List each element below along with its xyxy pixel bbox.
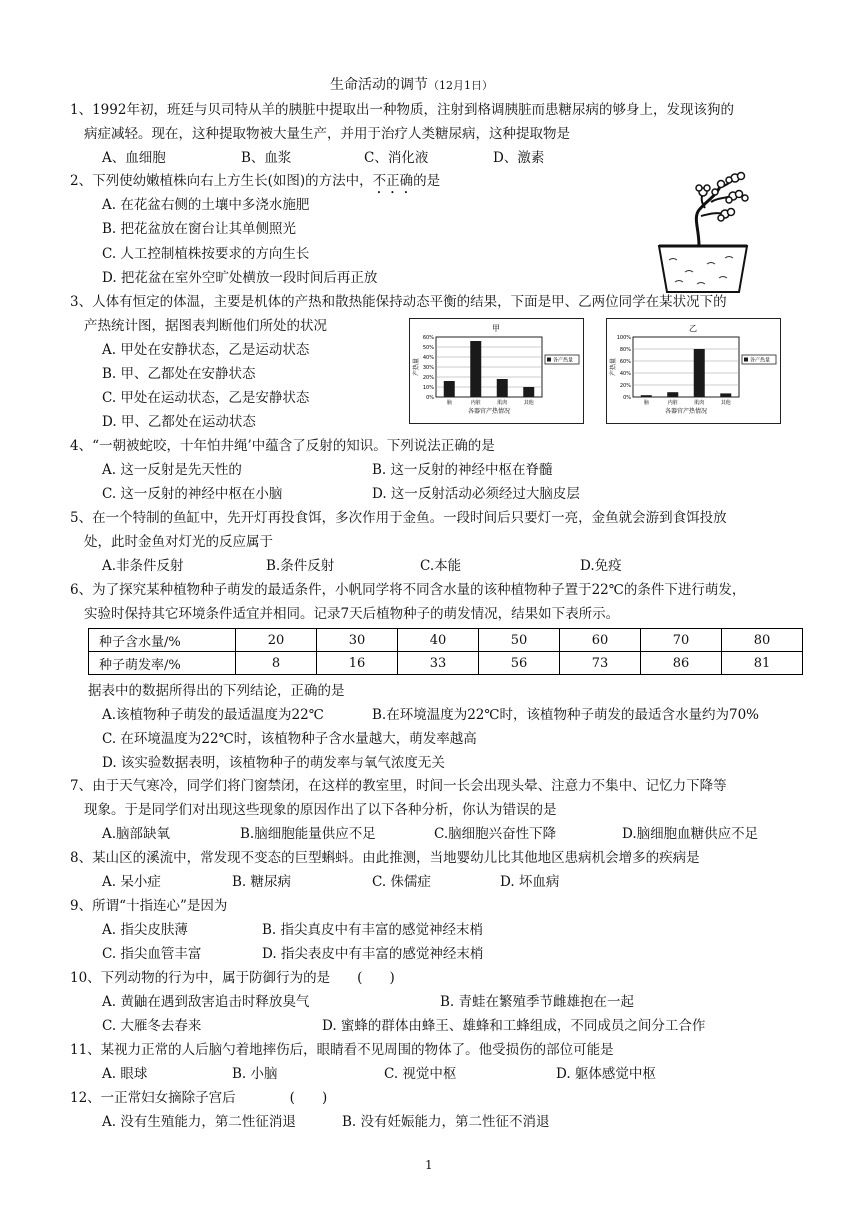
x-tick-label: 脑 — [446, 400, 452, 406]
q1-option-a: A、血细胞 — [102, 150, 166, 166]
q9-stem: 9、所谓“十指连心”是因为 — [70, 898, 228, 914]
chart-jia — [409, 318, 584, 424]
table-row — [89, 629, 803, 652]
y-tick-label: 40% — [422, 355, 434, 361]
q3-option-c: C. 甲处在运动状态，乙是安静状态 — [102, 390, 310, 406]
q6-option-d: D. 该实验数据表明，该植物种子的萌发率与氧气浓度无关 — [102, 755, 445, 771]
x-axis-label: 各器官产热情况 — [467, 408, 511, 415]
q4-option-d: D. 这一反射活动必须经过大脑皮层 — [372, 486, 580, 502]
x-axis-label: 各器官产热情况 — [664, 408, 708, 415]
q4-option-a: A. 这一反射是先天性的 — [102, 462, 242, 478]
q7-option-c: C.脑细胞兴奋性下降 — [434, 826, 557, 842]
x-tick-label: 内脏 — [667, 400, 678, 406]
table-cell: 30 — [317, 629, 398, 652]
x-tick-label: 内脏 — [470, 400, 481, 406]
y-tick-label: 60% — [619, 359, 631, 365]
q5-stem-2: 处，此时金鱼对灯光的反应属于 — [84, 534, 273, 550]
q2-option-a: A. 在花盆右侧的土壤中多浇水施肥 — [102, 197, 310, 213]
legend-label: 各产热量 — [750, 357, 771, 364]
q8-option-a: A. 呆小症 — [102, 874, 161, 890]
table-cell: 80 — [722, 629, 803, 652]
q2-option-c: C. 人工控制植株按要求的方向生长 — [102, 246, 310, 262]
q7-stem-1: 7、由于天气寒冷，同学们将门窗禁闭，在这样的教室里，时间一长会出现头晕、注意力不集中、记忆力下降等 — [70, 778, 727, 794]
q7-stem-2: 现象。于是同学们对出现这些现象的原因作出了以下各种分析，你认为错误的是 — [84, 802, 557, 818]
y-tick-label: 50% — [422, 345, 434, 351]
q7-option-a: A.脑部缺氧 — [102, 826, 171, 842]
q4-option-b: B. 这一反射的神经中枢在脊髓 — [372, 462, 553, 478]
q8-option-b: B. 糖尿病 — [232, 874, 292, 890]
x-tick-label: 肌肉 — [497, 400, 508, 406]
q8-option-c: C. 侏儒症 — [372, 874, 431, 890]
q2-stem — [70, 172, 440, 197]
table-cell: 40 — [398, 629, 479, 652]
title-date: （12月1日） — [428, 79, 493, 92]
bar — [497, 379, 508, 397]
q2-stem-emph: 不正确 — [372, 173, 414, 189]
q10-stem: 10、下列动物的行为中，属于防御行为的是 ( ) — [70, 970, 395, 986]
table-cell: 16 — [317, 652, 398, 675]
x-tick-label: 肌肉 — [694, 400, 705, 406]
y-tick-label: 20% — [619, 383, 631, 389]
bar — [641, 395, 652, 397]
table-cell: 20 — [236, 629, 317, 652]
q2-option-d: D. 把花盆在室外空旷处横放一段时间后再正放 — [102, 270, 378, 286]
q6-option-c: C. 在环境温度为22℃时，该植物种子含水量越大，萌发率越高 — [102, 731, 477, 747]
q10-option-a: A. 黄鼬在遇到敌害追击时释放臭气 — [102, 994, 310, 1010]
q4-stem: 4、“一朝被蛇咬，十年怕井绳’中蕴含了反射的知识。下列说法正确的是 — [70, 438, 495, 454]
q8-option-d: D. 坏血病 — [500, 874, 560, 890]
q6-after: 据表中的数据所得出的下列结论，正确的是 — [88, 683, 345, 699]
table-cell: 86 — [641, 652, 722, 675]
bar — [667, 392, 678, 397]
table-row-label: 种子含水量/% — [89, 629, 236, 652]
q7-option-b: B.脑细胞能量供应不足 — [240, 826, 376, 842]
chart-title: 甲 — [492, 324, 500, 333]
q5-option-c: C.本能 — [420, 558, 462, 574]
q1-stem-2: 病症减轻。现在，这种提取物被大量生产，并用于治疗人类糖尿病，这种提取物是 — [84, 126, 570, 142]
table-cell: 56 — [479, 652, 560, 675]
q3-option-d: D. 甲、乙都处在运动状态 — [102, 414, 256, 430]
q6-option-a: A.该植物种子萌发的最适温度为22℃ — [102, 707, 324, 723]
q10-option-d: D. 蜜蜂的群体由蜂王、雄蜂和工蜂组成，不同成员之间分工合作 — [322, 1018, 706, 1034]
q12-option-a: A. 没有生殖能力，第二性征消退 — [102, 1114, 296, 1130]
bar — [720, 393, 731, 397]
q1-option-d: D、激素 — [493, 150, 545, 166]
bar — [694, 349, 705, 397]
q9-option-d: D. 指尖表皮中有丰富的感觉神经末梢 — [262, 946, 484, 962]
bar — [444, 381, 455, 397]
q2-stem-pre: 2、下列使幼嫩植株向右上方生长(如图)的方法中， — [70, 173, 373, 189]
y-tick-label: 60% — [422, 335, 434, 341]
q10-option-c: C. 大雁冬去春来 — [102, 1018, 202, 1034]
chart-yi — [606, 318, 781, 424]
y-tick-label: 0% — [426, 395, 434, 401]
bar — [470, 341, 481, 397]
title-text: 生命活动的调节 — [330, 77, 428, 93]
q9-option-b: B. 指尖真皮中有丰富的感觉神经末梢 — [262, 922, 484, 938]
table-row-label: 种子萌发率/% — [89, 652, 236, 675]
table-cell: 8 — [236, 652, 317, 675]
q6-stem-2: 实验时保持其它环境条件适宜并相同。记录7天后植物种子的萌发情况，结果如下表所示。 — [84, 606, 620, 622]
q12-stem: 12、一正常妇女摘除子宫后 ( ) — [70, 1090, 328, 1106]
legend-label: 各产热量 — [553, 357, 574, 364]
page-title — [330, 76, 493, 95]
table-cell: 60 — [560, 629, 641, 652]
y-tick-label: 10% — [422, 385, 434, 391]
legend-swatch — [744, 358, 748, 362]
table-row — [89, 652, 803, 675]
y-tick-label: 20% — [422, 375, 434, 381]
y-tick-label: 80% — [619, 347, 631, 353]
x-tick-label: 脑 — [643, 400, 649, 406]
y-tick-label: 30% — [422, 365, 434, 371]
legend-swatch — [547, 358, 551, 362]
q5-option-b: B.条件反射 — [266, 558, 335, 574]
table-cell: 50 — [479, 629, 560, 652]
q3-stem-2: 产热统计图，据图表判断他们所处的状况 — [84, 318, 327, 334]
q9-option-a: A. 指尖皮肤薄 — [102, 922, 188, 938]
x-tick-label: 其他 — [720, 400, 731, 406]
q12-option-b: B. 没有妊娠能力，第二性征不消退 — [342, 1114, 550, 1130]
q5-option-d: D.免疫 — [580, 558, 622, 574]
y-tick-label: 40% — [619, 371, 631, 377]
plot-frame — [633, 337, 739, 397]
q2-option-b: B. 把花盆放在窗台让其单侧照光 — [102, 221, 297, 237]
q2-stem-post: 的是 — [413, 173, 441, 189]
chart-yi-svg — [607, 319, 780, 423]
q1-option-c: C、消化液 — [364, 150, 429, 166]
bar — [523, 387, 534, 397]
table-cell: 81 — [722, 652, 803, 675]
q11-option-a: A. 眼球 — [102, 1066, 148, 1082]
q10-option-b: B. 青蛙在繁殖季节雌雄抱在一起 — [440, 994, 635, 1010]
q11-option-d: D. 躯体感觉中枢 — [556, 1066, 656, 1082]
q6-table — [88, 628, 803, 675]
potted-plant-illustration — [645, 168, 765, 298]
table-cell: 33 — [398, 652, 479, 675]
q4-option-c: C. 这一反射的神经中枢在小脑 — [102, 486, 283, 502]
q8-stem: 8、某山区的溪流中，常发现不变态的巨型蝌蚪。由此推测，当地婴幼儿比其他地区患病机会增多的疾病是 — [70, 850, 700, 866]
q6-stem-1: 6、为了探究某种植物种子萌发的最适条件，小帆同学将不同含水量的该种植物种子置于22℃的条件下进行萌发， — [70, 582, 746, 598]
table-cell: 73 — [560, 652, 641, 675]
q11-option-b: B. 小脑 — [232, 1066, 278, 1082]
q1-option-b: B、血浆 — [241, 150, 292, 166]
q3-option-b: B. 甲、乙都处在安静状态 — [102, 366, 256, 382]
q5-stem-1: 5、在一个特制的鱼缸中，先开灯再投食饵，多次作用于金鱼。一段时间后只要灯一亮，金鱼就会游到食饵投放 — [70, 510, 727, 526]
q3-option-a: A. 甲处在安静状态，乙是运动状态 — [102, 342, 310, 358]
q3-stem-1: 3、人体有恒定的体温，主要是机体的产热和散热能保持动态平衡的结果，下面是甲、乙两位同学在某状况下的 — [70, 294, 727, 310]
chart-title: 乙 — [689, 324, 697, 333]
q7-option-d: D.脑细胞血糖供应不足 — [622, 826, 759, 842]
q9-option-c: C. 指尖血管丰富 — [102, 946, 202, 962]
page-number: 1 — [425, 1158, 433, 1172]
y-axis-label: 产热量 — [413, 357, 420, 377]
y-tick-label: 100% — [616, 335, 631, 341]
q5-option-a: A.非条件反射 — [102, 558, 184, 574]
x-tick-label: 其他 — [523, 400, 534, 406]
q1-stem-1: 1、1992年初，班廷与贝司特从羊的胰脏中提取出一种物质，注射到格调胰脏而患糖尿病的够身上，发现该狗的 — [70, 102, 734, 118]
chart-jia-svg — [410, 319, 583, 423]
q11-option-c: C. 视觉中枢 — [384, 1066, 457, 1082]
y-tick-label: 0% — [623, 395, 631, 401]
table-cell: 70 — [641, 629, 722, 652]
y-axis-label: 产热量 — [610, 357, 617, 377]
q11-stem: 11、某视力正常的人后脑勺着地摔伤后，眼睛看不见周围的物体了。他受损伤的部位可能是 — [70, 1042, 614, 1058]
q6-option-b: B.在环境温度为22℃时，该植物种子萌发的最适含水量约为70% — [372, 707, 759, 723]
